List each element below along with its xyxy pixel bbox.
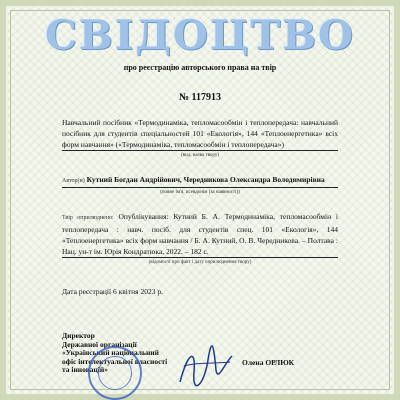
- signatory-position: Директор Державної організації «Український національний офіс інтелектуальної власності та інновацій»: [62, 331, 168, 374]
- authors-section: [62, 174, 338, 196]
- publication-label: Твір оприлюднено:: [62, 215, 114, 221]
- authors-line: [62, 174, 338, 188]
- work-section: [62, 117, 338, 159]
- publication-text: Опублікування: Кутний Б. А. Термодинаміка, тепломасообмін і теплопередача : навч. посіб. для студентів спец. 101 «Екологія», 144 «Теплоенергетика» всіх форм навчання / Б. А. Кутний, О. В. Чередникова. – Полтава : Нац. ун-т ім. Юрія Кондратюка, 2022. – 182 с.: [62, 212, 339, 256]
- signatory-name: Олена ОРЛЮК: [242, 358, 295, 367]
- authors-names: Кутний Богдан Андрійович, Чередникова Олександра Володимирівна: [86, 175, 325, 184]
- certificate-subtitle: про реєстрацію авторського права на твір: [123, 63, 277, 72]
- official-seal-icon: [88, 346, 142, 400]
- publication-line: [62, 211, 338, 258]
- authors-label: Автор(и): [62, 178, 85, 184]
- registration-date: Дата реєстрації 6 квітня 2023 р.: [62, 287, 163, 296]
- certificate-header: [6, 12, 394, 59]
- publication-note: (відомості про факт і дату оприлюднення твору): [148, 260, 252, 265]
- certificate-number: № 117913: [179, 92, 221, 103]
- work-note: (вид, назва твору): [181, 153, 219, 158]
- certificate-title: СВІДОЦТВО: [45, 12, 355, 59]
- work-title: Навчальний посібник «Термодинаміка, тепломасообмін і теплопередача: навчальний посібник для студентів спеціальностей 101 «Екологія», 144 «Теплоенергетика» всіх форм навчання» («Термодинаміка, тепломасообмін і теплопередача»): [62, 118, 338, 149]
- signature-icon: [174, 342, 238, 390]
- publication-section: [62, 211, 338, 266]
- authors-note: (повне ім'я, псевдонім (за наявності)): [160, 190, 240, 195]
